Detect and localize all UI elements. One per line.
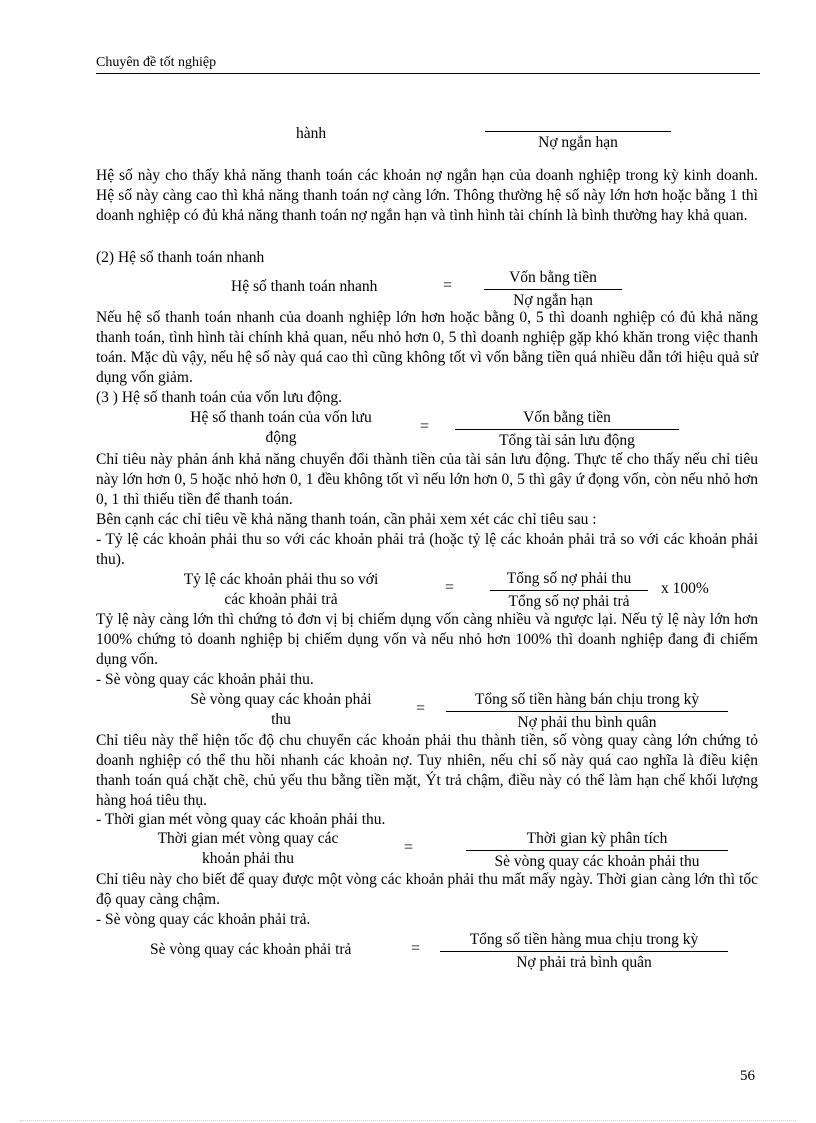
page-number: 56	[740, 1068, 755, 1084]
formula-6-equals: =	[404, 839, 414, 856]
formula-7-equals: =	[411, 940, 421, 957]
formula-3-equals: =	[420, 418, 430, 435]
formula-7-denominator: Nợ phải trả bình quân	[516, 954, 652, 971]
formula-3-numerator: Vốn bằng tiền	[455, 408, 679, 430]
formula-5-equals: =	[416, 700, 426, 717]
formula-top-label: hành	[296, 125, 327, 142]
paragraph-2: Nếu hệ số thanh toán nhanh của doanh nghiệp lớn hơn hoặc bằng 0, 5 thì doanh nghiệp có đủ khả năng thanh toán, tình hình tài chính khả quan, nếu nhỏ hơn 0, 5 thì doanh nghiệp gặp khó khăn trong việc thanh toán. Mặc dù vậy, nếu hệ số này quá cao thì cũng không tốt vì vốn bằng tiền quá nhiều dẫn tới hiệu quả sử dụng vốn giảm.	[96, 309, 758, 386]
formula-4-fraction	[490, 569, 648, 612]
formula-2-denominator: Nợ ngắn hạn	[513, 292, 593, 309]
formula-2-label: Hệ số thanh toán nhanh	[231, 278, 378, 295]
formula-3-label: Hệ số thanh toán của vốn lưu động	[190, 409, 372, 446]
formula-2-fraction	[484, 268, 622, 311]
formula-top-fraction	[485, 110, 671, 153]
formula-top-denominator: Nợ ngắn hạn	[538, 134, 618, 151]
paragraph-3: Chỉ tiêu này phản ánh khả năng chuyển đổi thành tiền của tài sản lưu động. Thực tế cho thấy nếu chỉ tiêu này lớn hơn 0, 5 hoặc nhỏ hơn 0, 1 đều không tốt vì nếu lớn hơn 0, 5 thì gây ứ đọng vốn, còn nếu nhỏ hơn 0, 1 thì thiếu tiền để thanh toán.	[96, 451, 758, 508]
heading-receivables-period: - Thời gian mét vòng quay các khoản phải thu.	[96, 811, 386, 828]
formula-5-fraction	[446, 690, 728, 733]
paragraph-1: Hệ số này cho thấy khả năng thanh toán các khoản nợ ngắn hạn của doanh nghiệp trong kỳ kinh doanh. Hệ số này càng cao thì khả năng thanh toán nợ càng lớn. Thông thường hệ số này lớn hơn hoặc bằng 1 thì doanh nghiệp có đủ khả năng thanh toán nợ ngắn hạn và tình hình tài chính là bình thường hay khả quan.	[96, 167, 758, 224]
heading-receivables-turnover: - Sè vòng quay các khoản phải thu.	[96, 671, 314, 688]
formula-6-label: Thời gian mét vòng quay các khoản phải thu	[157, 830, 339, 867]
formula-6-numerator: Thời gian kỳ phân tích	[466, 829, 728, 851]
formula-4-denominator: Tổng số nợ phải trả	[508, 593, 630, 610]
paragraph-5: - Tỷ lệ các khoản phải thu so với các khoản phải trả (hoặc tỷ lệ các khoản phải trả so với các khoản phải thu).	[96, 531, 758, 568]
formula-5-numerator: Tổng số tiền hàng bán chịu trong kỳ	[446, 690, 728, 712]
formula-7-numerator: Tổng số tiền hàng mua chịu trong kỳ	[440, 930, 728, 952]
paragraph-4: Bên cạnh các chỉ tiêu về khả năng thanh toán, cần phải xem xét các chỉ tiêu sau :	[96, 511, 597, 528]
formula-6-fraction	[466, 829, 728, 872]
formula-3-denominator: Tổng tài sản lưu động	[499, 432, 635, 449]
formula-6-denominator: Sè vòng quay các khoản phải thu	[494, 853, 700, 870]
formula-5-label: Sè vòng quay các khoản phải thu	[190, 691, 372, 728]
page-header: Chuyên đề tốt nghiệp	[96, 55, 760, 74]
paragraph-7: Chỉ tiêu này thể hiện tốc độ chu chuyển các khoản phải thu thành tiền, số vòng quay càng lớn chứng tỏ doanh nghiệp có thể thu hồi nhanh các khoản nợ. Tuy nhiên, nếu chỉ số này quá cao nghĩa là điều kiện thanh toán quá chặt chẽ, chủ yếu thu bằng tiền mặt, Ýt trả chậm, điều này có thể làm hạn chế khối lượng hàng hoá tiêu thụ.	[96, 732, 758, 809]
formula-7-fraction	[440, 930, 728, 973]
formula-5-denominator: Nợ phải thu bình quân	[517, 714, 657, 731]
paragraph-6: Tỷ lệ này càng lớn thì chứng tỏ đơn vị bị chiếm dụng vốn càng nhiều và ngược lại. Nếu tỷ lệ này lớn hơn 100% chứng tỏ doanh nghiệp bị chiếm dụng vốn và nếu nhỏ hơn 100% thì doanh nghiệp đang đi chiếm dụng vốn.	[96, 611, 758, 668]
formula-4-equals: =	[445, 579, 455, 596]
formula-top-numerator	[485, 110, 671, 132]
formula-2-numerator: Vốn bằng tiền	[484, 268, 622, 290]
formula-4-numerator: Tổng số nợ phải thu	[490, 569, 648, 591]
heading-quick-ratio: (2) Hệ số thanh toán nhanh	[96, 249, 265, 266]
paragraph-8: Chỉ tiêu này cho biết để quay được một vòng các khoản phải thu mất mấy ngày. Thời gian càng lớn thì tốc độ quay càng chậm.	[96, 871, 758, 908]
heading-working-capital-ratio: (3 ) Hệ số thanh toán của vốn lưu động.	[96, 389, 343, 406]
formula-4-percent: x 100%	[661, 580, 709, 597]
formula-3-fraction	[455, 408, 679, 451]
formula-7-label: Sè vòng quay các khoản phải trả	[150, 941, 352, 958]
page-bottom-divider	[20, 1120, 796, 1121]
heading-payables-turnover: - Sè vòng quay các khoản phải trả.	[96, 911, 311, 928]
formula-4-label: Tỷ lệ các khoản phải thu so với các khoản phải trả	[183, 571, 379, 608]
formula-2-equals: =	[443, 277, 453, 294]
